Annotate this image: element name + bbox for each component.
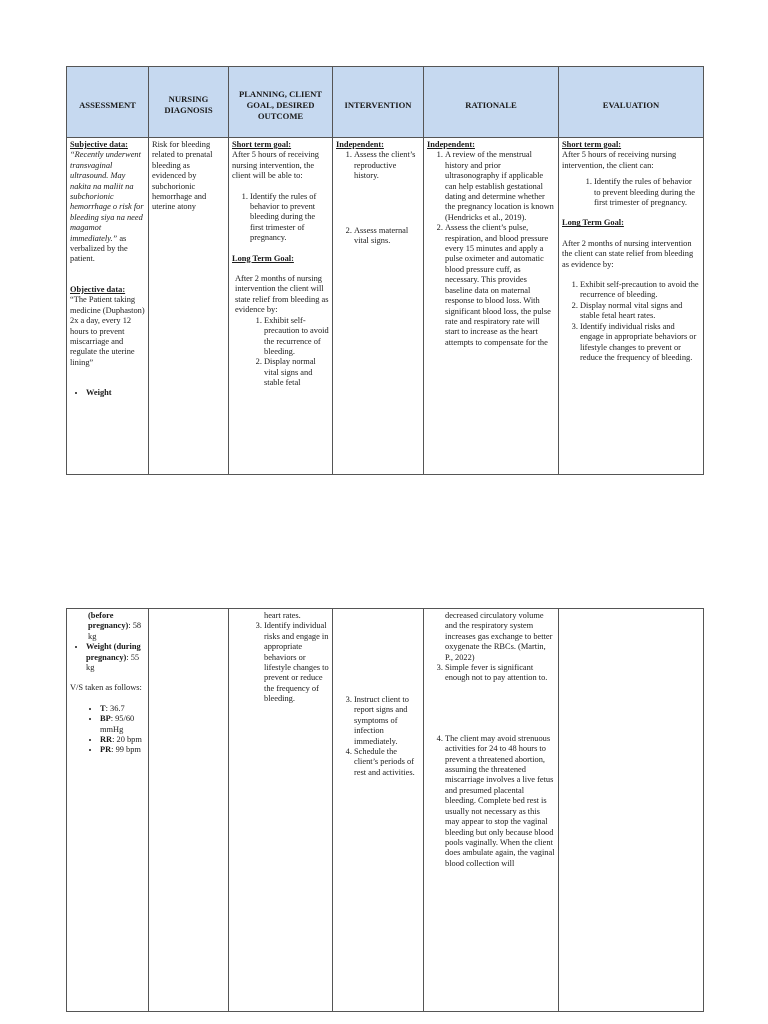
subjective-suffix: as verbalized by the patient. [70, 233, 128, 264]
vital-sign-item: • RR: 20 bpm [100, 735, 145, 745]
header-intervention: INTERVENTION [333, 67, 424, 138]
evaluation-cell [559, 138, 704, 475]
list-item: 1. Identify the rules of behavior to prevent bleeding during the first trimester of pregnancy. [250, 192, 329, 244]
list-item: 4. Schedule the client’s periods of rest and activities. [354, 747, 420, 778]
subjective-quote: “Recently underwent transvaginal ultrasound. May nakita na maliit na subchorionic hemorrhage o risk for bleeding siya na need magamot immediately.” [70, 150, 144, 243]
list-item: 1. Exhibit self-precaution to avoid the recurrence of bleeding. [580, 280, 700, 301]
planning-short-intro: After 5 hours of receiving nursing intervention, the client will be able to: [232, 150, 319, 181]
planning-cell-continued [229, 609, 333, 1012]
table-header-row [67, 67, 704, 138]
table-row [67, 609, 704, 1012]
intervention-cell [333, 138, 424, 475]
diagnosis-cell [149, 138, 229, 475]
evaluation-long-intro: After 2 months of nursing intervention the client can state relief from bleeding as evidence by: [562, 238, 694, 269]
list-item: 3. Identify individual risks and engage in appropriate behaviors or lifestyle changes to prevent or reduce the frequency of bleeding. [264, 621, 329, 704]
intervention-cell-continued [333, 609, 424, 1012]
list-item: 3. Identify individual risks and engage in appropriate behaviors or lifestyle changes to prevent or reduce the frequency of bleeding. [580, 322, 700, 364]
assessment-cell [67, 138, 149, 475]
vital-sign-item: • PR: 99 bpm [100, 745, 145, 755]
planning-cell [229, 138, 333, 475]
list-item: 2. Assess the client’s pulse, respiration, and blood pressure every 15 minutes and apply a pulse oximeter and automatic blood pressure cuff, as necessary. This provides baseline data on maternal response to blood loss. With significant blood loss, the pulse rate and respiratory rate will start to increase as the heart attempts to compensate for the [445, 223, 555, 348]
list-item: 1. Assess the client’s reproductive history. [354, 150, 420, 181]
list-item: 4. The client may avoid strenuous activities for 24 to 48 hours to prevent a threatened abortion, assuming the threatened miscarriage involves a live fetus and presumed placental bleeding. Complete bed rest is usually not necessary as this may appear to stop the vaginal bleeding but only because blood pools vaginally. When the client does ambulate again, the vaginal blood collection will [445, 734, 555, 869]
weight-before-value: : 58 kg [88, 621, 142, 641]
planning-long-label: Long Term Goal: [232, 253, 294, 263]
objective-text: “The Patient taking medicine (Duphaston) 2x a day, every 12 hours to prevent miscarriage and regulate the uterine lining” [70, 295, 145, 367]
header-assessment: ASSESSMENT [67, 67, 149, 138]
planning-long-intro: After 2 months of nursing intervention the client will state relief from bleeding as evidence by: [235, 274, 329, 315]
rationale-cell-continued [424, 609, 559, 1012]
evaluation-cell-continued [559, 609, 704, 1012]
list-item: 1. Identify the rules of behavior to prevent bleeding during the first trimester of pregnancy. [594, 177, 700, 208]
header-planning: PLANNING, CLIENT GOAL, DESIRED OUTCOME [229, 67, 333, 138]
list-item: 2. Display normal vital signs and stable fetal heart rates. [580, 301, 700, 322]
rationale-continued-text: decreased circulatory volume and the respiratory system increases gas exchange to better oxygenate the RBCs. (Martin, P., 2022) [445, 611, 553, 662]
planning-continued-text: heart rates. [264, 611, 301, 620]
weight-before-label: (before pregnancy) [88, 611, 129, 631]
weight-during-label: Weight (during pregnancy) [86, 642, 141, 662]
objective-label: Objective data: [70, 284, 126, 294]
list-item: 1. Exhibit self-precaution to avoid the recurrence of bleeding. [264, 316, 329, 358]
weight-during-value: : 55 kg [86, 652, 140, 673]
planning-short-label: Short term goal: [232, 140, 292, 149]
subjective-label: Subjective data: [70, 140, 128, 149]
list-item: 1. A review of the menstrual history and prior ultrasonography if applicable can help establish gestational dating and determine whether the pregnancy location is known (Hendricks et al., 2019). [445, 150, 555, 223]
list-item: 3. Simple fever is significant enough not to pay attention to. [445, 663, 555, 684]
rationale-label: Independent: [427, 140, 475, 149]
vital-signs-label: V/S taken as follows: [70, 683, 142, 693]
care-plan-table-page-1 [66, 66, 704, 475]
header-nursing-diagnosis: NURSING DIAGNOSIS [149, 67, 229, 138]
list-item: 2. Display normal vital signs and stable fetal [264, 357, 329, 388]
evaluation-long-label: Long Term Goal: [562, 218, 624, 228]
list-item: 2. Assess maternal vital signs. [354, 226, 420, 247]
care-plan-table-page-2 [66, 608, 704, 1012]
diagnosis-cell-continued [149, 609, 229, 1012]
evaluation-short-label: Short term goal: [562, 140, 622, 149]
table-row [67, 138, 704, 475]
assessment-cell-continued [67, 609, 149, 1012]
diagnosis-text: Risk for bleeding related to prenatal bleeding as evidenced by subchorionic hemorrhage and uterine atony [152, 140, 213, 212]
vital-sign-item: • T: 36.7 [100, 704, 145, 714]
intervention-label: Independent: [336, 140, 384, 149]
vital-sign-item: • BP: 95/60 mmHg [100, 714, 145, 735]
weight-label: Weight [86, 388, 112, 398]
header-rationale: RATIONALE [424, 67, 559, 138]
rationale-cell [424, 138, 559, 475]
list-item: 3. Instruct client to report signs and symptoms of infection immediately. [354, 695, 420, 747]
header-evaluation: EVALUATION [559, 67, 704, 138]
evaluation-short-intro: After 5 hours of receiving nursing intervention, the client can: [562, 150, 677, 170]
